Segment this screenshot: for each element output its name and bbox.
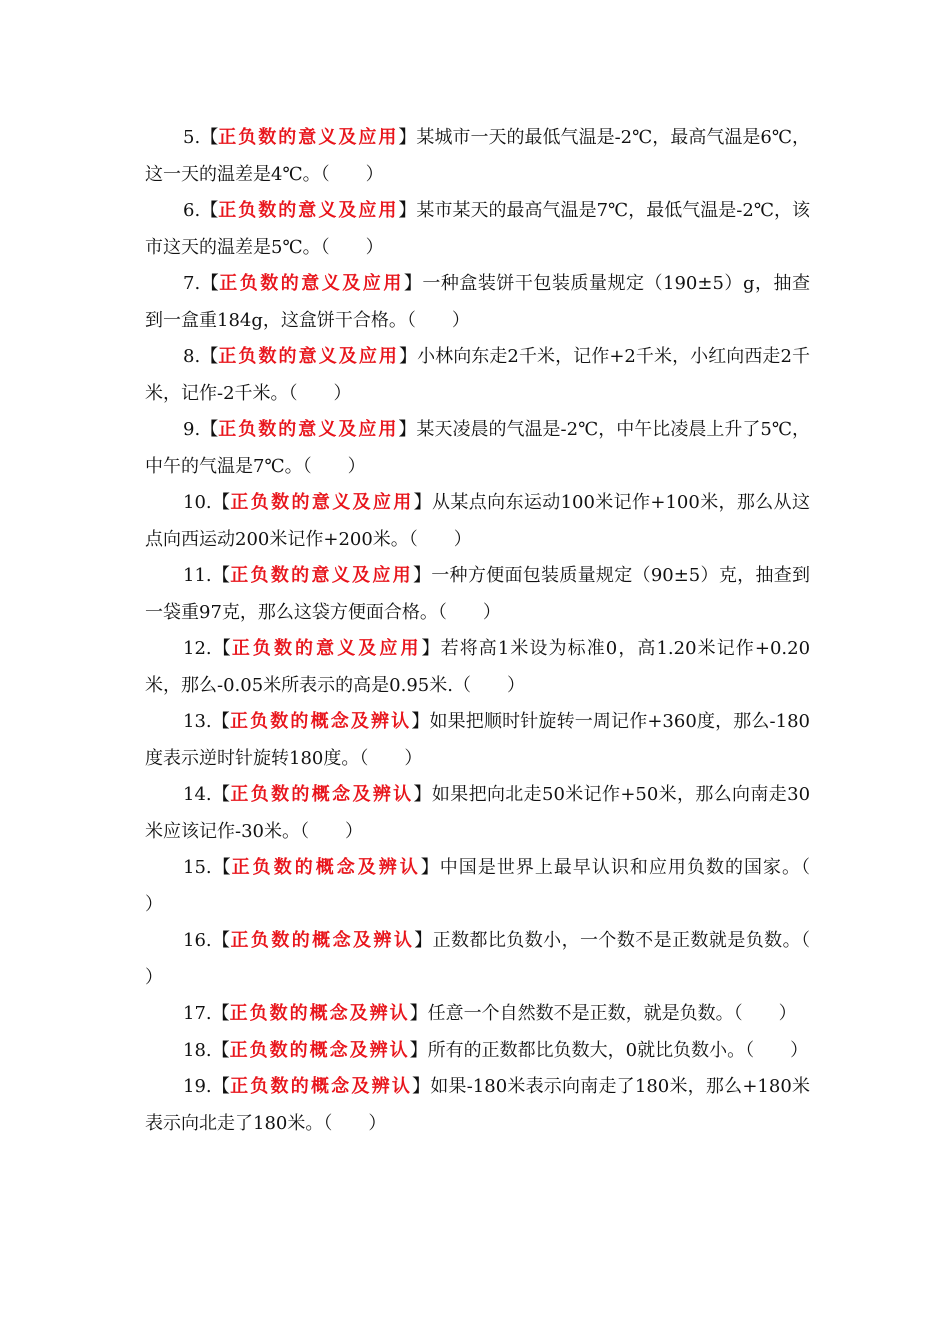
question-topic-tag: 【正负数的意义及应用】 [211, 492, 433, 513]
question-topic-tag: 【正负数的意义及应用】 [200, 127, 417, 148]
question-item [145, 996, 810, 1033]
question-number: 8. [183, 346, 201, 367]
question-item [145, 1033, 810, 1070]
question-item [145, 777, 810, 850]
question-topic-tag: 【正负数的概念及辨认】 [211, 711, 430, 732]
question-number: 17. [183, 1003, 212, 1024]
question-topic-tag: 【正负数的意义及应用】 [211, 638, 441, 659]
question-text: 如果把向北走50米记作+50米，那么向南走30米应该记作-30米。（ ） [145, 784, 811, 842]
question-number: 18. [183, 1039, 212, 1061]
question-item [145, 412, 810, 485]
question-item [145, 193, 810, 266]
question-topic-tag: 【正负数的概念及辨认】 [211, 1076, 431, 1097]
question-topic-tag: 【正负数的概念及辨认】 [211, 930, 433, 951]
question-topic-tag: 【正负数的概念及辨认】 [211, 784, 432, 805]
question-topic-tag: 【正负数的意义及应用】 [200, 200, 417, 221]
question-number: 7. [183, 273, 201, 294]
question-text: 某市某天的最高气温是7℃，最低气温是-2℃，该市这天的温差是5℃。（ ） [145, 200, 811, 258]
question-item [145, 1069, 810, 1142]
question-topic-tag: 【正负数的概念及辨认】 [211, 1039, 428, 1061]
question-topic-tag: 【正负数的意义及应用】 [200, 273, 423, 294]
question-text: 一种方便面包装质量规定（90±5）克，抽查到一袋重97克，那么这袋方便面合格。（ ） [145, 565, 811, 623]
question-number: 12. [183, 638, 212, 659]
question-topic-tag: 【正负数的概念及辨认】 [211, 857, 440, 878]
question-number: 10. [183, 492, 212, 513]
question-item [145, 339, 810, 412]
question-number: 13. [183, 711, 212, 732]
question-number: 6. [183, 200, 201, 221]
question-text: 一种盒装饼干包装质量规定（190±5）g，抽查到一盒重184g，这盒饼干合格。（ ） [145, 273, 811, 331]
question-topic-tag: 【正负数的意义及应用】 [200, 346, 418, 367]
question-text: 小林向东走2千米，记作+2千米，小红向西走2千米，记作-2千米。（ ） [145, 346, 811, 404]
question-number: 14. [183, 784, 212, 805]
question-text: 某城市一天的最低气温是-2℃，最高气温是6℃，这一天的温差是4℃。（ ） [145, 127, 811, 185]
question-text: 某天凌晨的气温是-2℃，中午比凌晨上升了5℃，中午的气温是7℃。（ ） [145, 419, 811, 477]
question-text: 如果-180米表示向南走了180米，那么+180米表示向北走了180米。（ ） [145, 1076, 810, 1134]
question-item [145, 923, 847, 996]
question-item [145, 631, 810, 704]
question-number: 11. [183, 565, 212, 586]
question-item [145, 485, 810, 558]
question-list [145, 120, 847, 1142]
question-text: 中国是世界上最早认识和应用负数的国家。（ ） [145, 857, 847, 915]
question-topic-tag: 【正负数的意义及应用】 [200, 419, 417, 440]
question-text: 若将高1米设为标准0，高1.20米记作+0.20米，那么-0.05米所表示的高是0.95米.（ ） [145, 638, 811, 696]
question-text: 正数都比负数小，一个数不是正数就是负数。（ ） [145, 930, 847, 988]
question-text: 任意一个自然数不是正数，就是负数。（ ） [427, 1003, 797, 1024]
question-item [145, 850, 847, 923]
question-text: 如果把顺时针旋转一周记作+360度，那么-180度表示逆时针旋转180度。（ ） [145, 711, 810, 769]
question-item [145, 704, 810, 777]
question-number: 15. [183, 857, 212, 878]
question-topic-tag: 【正负数的意义及应用】 [211, 565, 432, 586]
question-number: 19. [183, 1076, 212, 1097]
question-text: 所有的正数都比负数大，0就比负数小。（ ） [427, 1039, 809, 1061]
question-text: 从某点向东运动100米记作+100米，那么从这点向西运动200米记作+200米。（ ） [145, 492, 811, 550]
question-item [145, 266, 810, 339]
question-topic-tag: 【正负数的概念及辨认】 [211, 1003, 428, 1024]
question-item [145, 120, 810, 193]
question-number: 16. [183, 930, 212, 951]
question-item [145, 558, 810, 631]
question-number: 5. [183, 127, 201, 148]
question-number: 9. [183, 419, 201, 440]
